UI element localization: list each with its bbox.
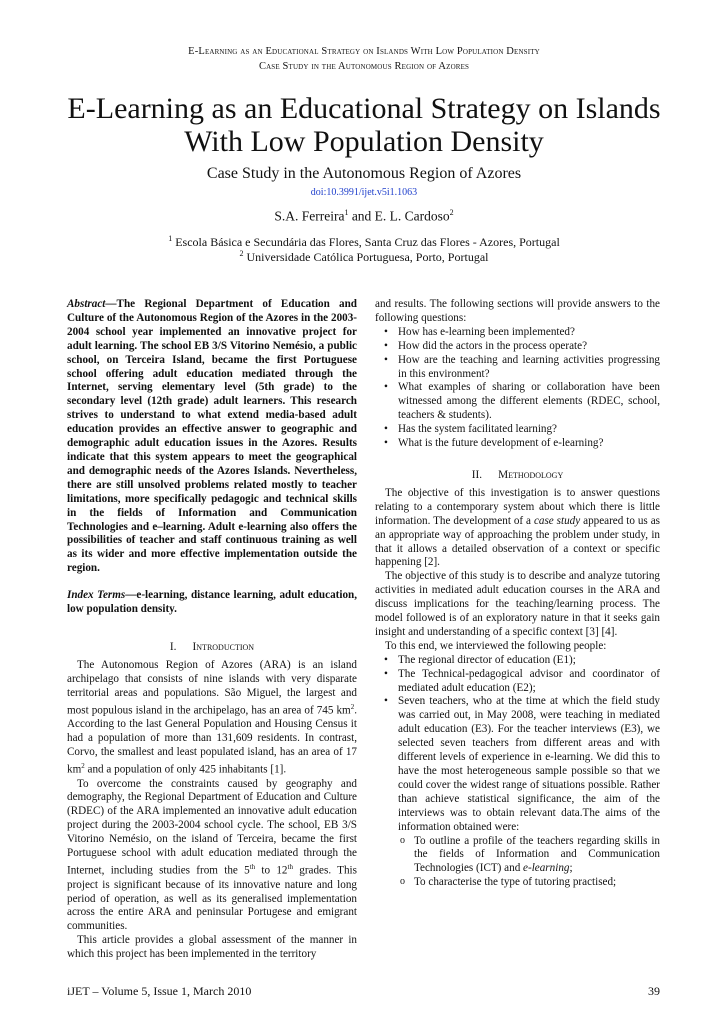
authors (0, 208, 728, 225)
intro-continuation: and results. The following sections will provide answers to the following questions: (375, 298, 660, 324)
aims-list (375, 835, 660, 891)
index-terms-text: —e-learning, distance learning, adult education, low population density. (67, 589, 357, 616)
list-item: • How did the actors in the process operate? (375, 340, 660, 354)
list-item: • What is the future development of e-learning? (375, 437, 660, 451)
page-number: 39 (648, 984, 660, 998)
interviewees-list (375, 654, 660, 835)
abstract (67, 298, 357, 576)
index-terms-label: Index Terms (67, 589, 126, 602)
list-item: • Has the system facilitated learning? (375, 423, 660, 437)
author-1: S.A. Ferreira (274, 208, 345, 224)
intro-paragraph-3: This article provides a global assessment of the manner in which this project has been implemented in the territory (67, 934, 357, 961)
paper-subtitle: Case Study in the Autonomous Region of Azores (206, 165, 522, 182)
list-item: • Seven teachers, who at the time at which the field study was carried out, in May 2008, were teaching in mediated adult education (E3). For the teacher interviews (E3), we selected seven teachers from different areas and with different levels of experience in e-learning. We did this to have the most heterogeneous sample possible so that we could cover the widest range of situations possible. Rather than achieve statistical significance, the aim of the interviews was to obtain relevant data.The aims of the information obtained were: (375, 695, 660, 834)
index-terms (67, 589, 357, 617)
method-paragraph-2: The objective of this study is to describe and analyze tutoring activities in mediated adult education courses in the ARA and discuss implications for the teaching/learning process. The model followed is of an exploratory nature in that it seeks gain insight and understanding of a specific context [3] [4]. (375, 570, 660, 638)
affiliation-2: $^2$ Universidade Católica Portuguesa, Porto, Portugal (239, 249, 489, 264)
affiliation-1: $^1$ Escola Básica e Secundária das Flores, Santa Cruz das Flores - Azores, Portugal (168, 234, 560, 249)
method-paragraph-3: To this end, we interviewed the following people: (385, 639, 607, 652)
section-heading-methodology: II. Methodology (471, 468, 564, 481)
section-heading-introduction: I. Introduction (169, 640, 255, 653)
list-item: • What examples of sharing or collaboration have been witnessed among the different elements (RDEC, school, teachers & students). (375, 381, 660, 423)
author-2: and E. L. Cardoso (348, 208, 450, 224)
right-column (375, 298, 660, 890)
intro-paragraph-2: To overcome the constraints caused by geography and demography, the Regional Department of Education and Culture (RDEC) of the ARA implemented an innovative adult education project during the 2003-2004 school cycle. The school, EB 3/S Vitorino Nemésio, on the island of Terceira, became the first Portuguese school with adult education mediated through the Internet, including studies from the 5th to 12th grades. This project is significant because of its innovative nature and long period of operation, as well as its generalised implementation across the entire ARA and peninsular Portugese and emigrant communities. (67, 777, 357, 933)
list-item: o To outline a profile of the teachers regarding skills in the fields of Information and Communication Technologies (ICT) and e-learning; (375, 835, 660, 877)
method-paragraph-1: The objective of this investigation is to answer questions relating to a contemporary system about which there is little information. The development of a case study appeared to us as an appropriate way of approaching the problem under study, in that it allows a detailed observation of a context or specific happening [2]. (375, 486, 660, 569)
abstract-text: —The Regional Department of Education and Culture of the Autonomous Region of the Azores in the 2003-2004 school year implemented an innovative project for adult learning. The school EB 3/S Vitorino Nemésio, a public school, on Terceira Island, became the first Portuguese school offering adult education mediated through the Internet, serving elementary level (5th grade) to the secondary level (12th grade) adult learners. This research strives to understand to what extend media-based adult education provides an effective answer to geographic and demographic adult education issues in the Azores. Results indicate that this system appears to meet the geographical and demographic needs of the Azores Islands. Nevertheless, there are still unsolved problems related mostly to teacher limitations, more specifically pedagogic and technical skills in the fields of Information and Communication Technologies and e–learning. Adult e-learning also offers the possibilities of teacher and staff continuous training as well as its wider and more effective implementation outside the region. (67, 298, 357, 575)
running-header (0, 44, 728, 74)
left-column (67, 298, 357, 962)
list-item: o To characterise the type of tutoring practised; (375, 876, 660, 890)
author-2-mark: 2 (449, 208, 454, 217)
author-1-mark: 1 (344, 208, 349, 217)
running-header-line2: Case Study in the Autonomous Region of Azores (258, 61, 470, 72)
running-header-line1: E-Learning as an Educational Strategy on Islands With Low Population Density (188, 46, 540, 57)
list-item: • The regional director of education (E1); (375, 654, 660, 668)
footer-journal: iJET – Volume 5, Issue 1, March 2010 (67, 984, 252, 998)
abstract-label: Abstract (67, 298, 106, 310)
questions-list (375, 326, 660, 451)
doi-link[interactable]: doi:10.3991/ijet.v5i1.1063 (310, 187, 418, 198)
list-item: • How are the teaching and learning activities progressing in this environment? (375, 354, 660, 382)
list-item: • How has e-learning been implemented? (375, 326, 660, 340)
paper-title: E-Learning as an Educational Strategy on Islands With Low Population Density (67, 92, 661, 158)
intro-paragraph-1: The Autonomous Region of Azores (ARA) is an island archipelago that consists of nine islands with very disparate territorial areas and populations. São Miguel, the largest and most populous island in the archipelago, has an area of 745 $km^2$. According to the last General Population and Housing Census it had a population of more than 131,609 residents. In contrast, Corvo, the smallest and least populated island, has an area of 17 $km^2$ and a population of only 425 inhabitants [1]. (67, 658, 357, 776)
list-item: • The Technical-pedagogical advisor and coordinator of mediated adult education (E2); (375, 668, 660, 696)
